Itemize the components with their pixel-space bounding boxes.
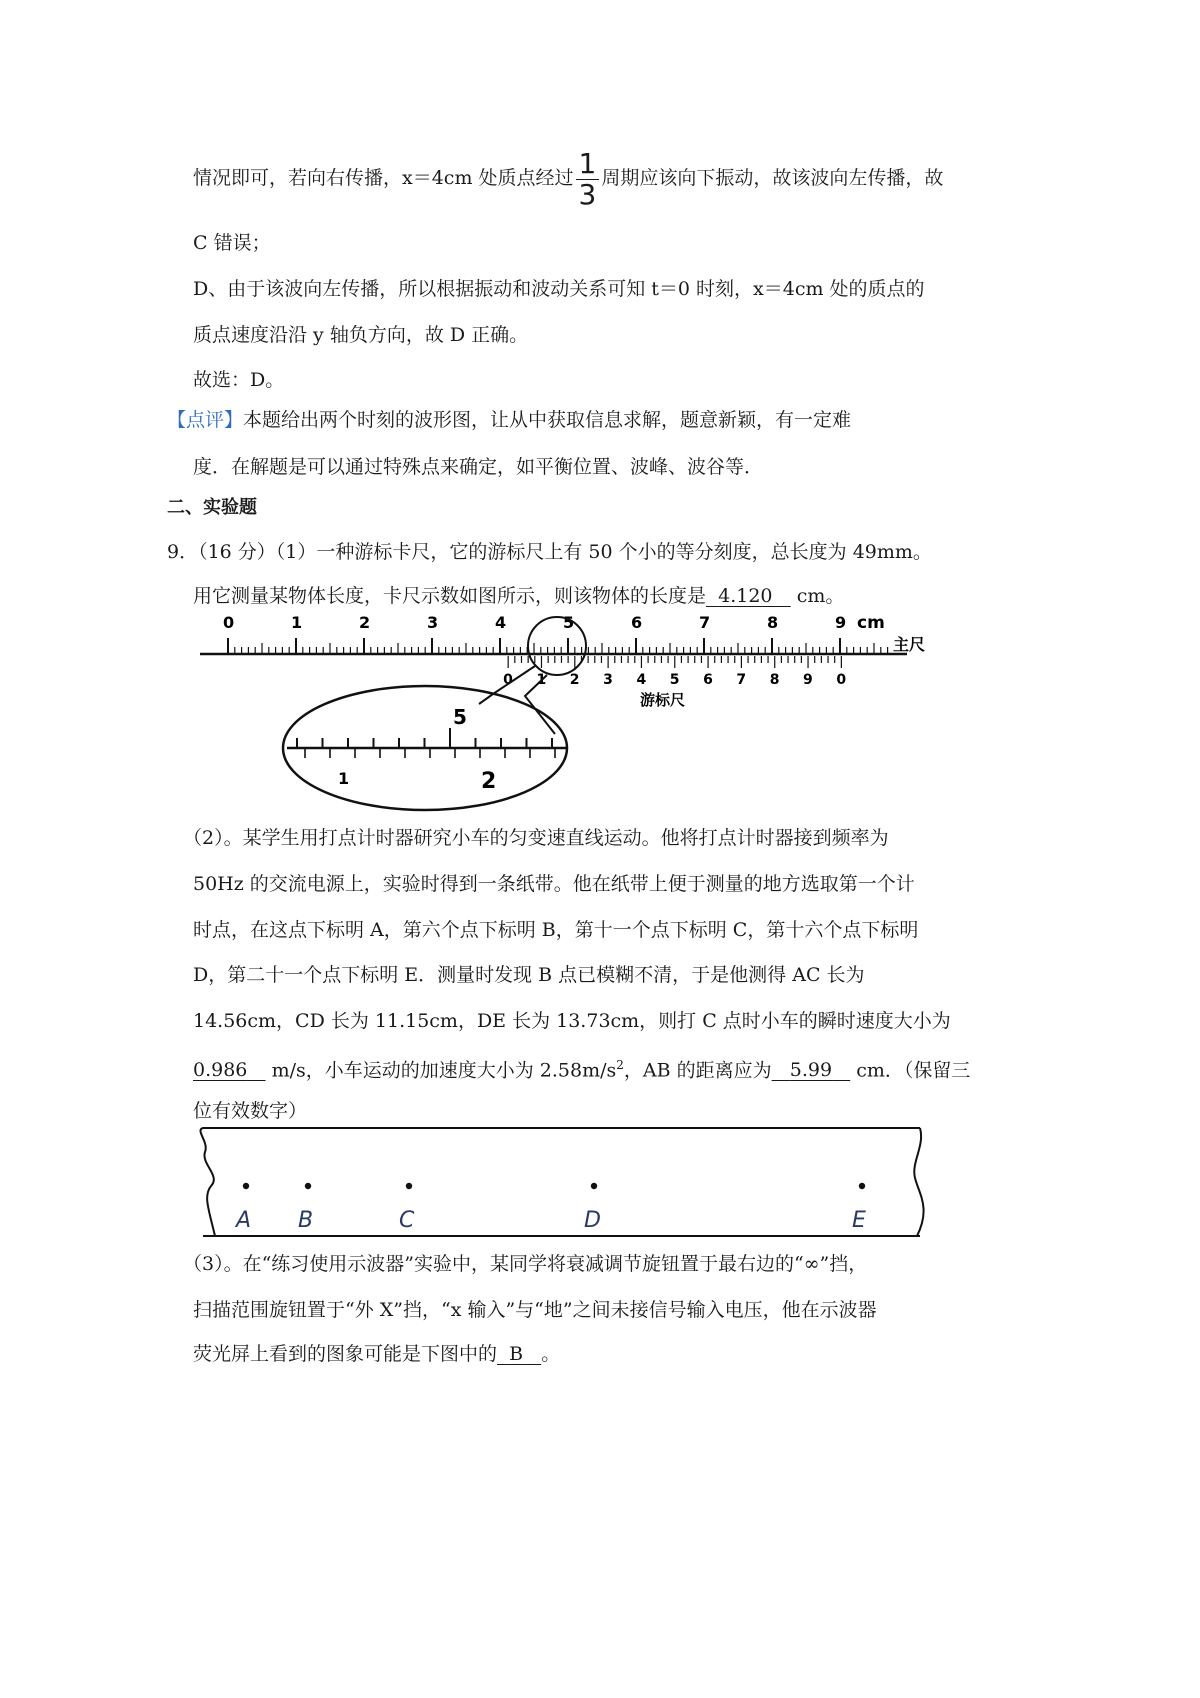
q9-line-1: 9．（16 分）（1）一种游标卡尺，它的游标尺上有 50 个小的等分刻度，总长度为 49mm。	[167, 541, 932, 563]
main-label: 8	[767, 613, 779, 632]
vernier-caliper-figure	[195, 608, 945, 830]
zoom-label-5: 5	[453, 705, 467, 729]
section-title: 二、实验题	[167, 497, 257, 518]
solution-text: 情况即可，若向右传播，x＝4cm 处质点经过	[193, 167, 574, 189]
q9-2-line-6	[193, 1053, 970, 1082]
superscript: 2	[616, 1058, 624, 1072]
tape-right-tear	[914, 1128, 923, 1236]
q9-2-text: m/s，小车运动的加速度大小为 2.58m/s	[271, 1059, 617, 1082]
tape-dot	[243, 1183, 249, 1189]
q9-3-line-1: （3）。在“练习使用示波器”实验中，某同学将衰减调节旋钮置于最右边的“∞”挡，	[183, 1253, 868, 1275]
vernier-label: 8	[769, 672, 780, 688]
vernier-label: 3	[603, 672, 613, 688]
zoom-label-1: 1	[338, 769, 350, 788]
q9-3-text: 荧光屏上看到的图象可能是下图中的	[193, 1343, 498, 1365]
answer-value: B	[509, 1343, 524, 1365]
zoom-ticks	[297, 728, 555, 758]
answer-value: 4.120	[718, 585, 773, 607]
paper-tape-figure	[195, 1120, 935, 1246]
fraction	[576, 146, 600, 211]
vernier-label: 2	[569, 672, 580, 688]
q9-2-line-7: 位有效数字）	[193, 1100, 308, 1122]
solution-line-4: 质点速度沿沿 y 轴负方向，故 D 正确。	[193, 324, 529, 346]
main-label: 3	[427, 613, 439, 632]
vernier-label: 9	[803, 672, 813, 688]
review-tag: 【点评】	[167, 409, 244, 431]
q9-2-line-2: 50Hz 的交流电源上，实验时得到一条纸带。他在纸带上便于测量的地方选取第一个计	[193, 873, 915, 895]
vernier-label: 6	[703, 672, 713, 688]
tape-dot	[591, 1183, 597, 1189]
tape-dot-label: E	[852, 1208, 866, 1233]
vernier-scale-ticks	[508, 656, 841, 668]
q9-3-text: 。	[541, 1343, 561, 1365]
tape-dot-label: C	[399, 1208, 415, 1233]
answer-blank-ab	[772, 1058, 851, 1082]
q9-2-text: cm．（保留三	[856, 1059, 971, 1082]
main-unit-label: cm	[857, 613, 885, 633]
vernier-label: 7	[736, 672, 747, 688]
q9-3-line-2: 扫描范围旋钮置于“外 X”挡，“x 输入”与“地”之间未接信号输入电压，他在示波器	[193, 1299, 877, 1321]
tape-dot-label: A	[236, 1208, 252, 1233]
q9-2-line-3: 时点，在这点下标明 A，第六个点下标明 B，第十一个点下标明 C，第十六个点下标明	[193, 919, 919, 941]
main-label: 6	[631, 613, 643, 632]
main-label: 4	[495, 613, 507, 632]
q9-2-line-4: D，第二十一个点下标明 E．测量时发现 B 点已模糊不清，于是他测得 AC 长为	[193, 964, 865, 986]
answer-blank-1	[706, 584, 791, 608]
tape-dot	[305, 1183, 311, 1189]
zoom-label-2: 2	[481, 769, 497, 794]
vernier-label: 4	[636, 672, 647, 688]
tape-dot	[859, 1183, 865, 1189]
main-scale-name: 主尺	[893, 635, 926, 654]
main-label: 9	[835, 613, 847, 632]
tape-dot	[406, 1183, 412, 1189]
main-label: 7	[699, 613, 711, 632]
review-line-2: 度．在解题是可以通过特殊点来确定，如平衡位置、波峰、波谷等．	[193, 456, 764, 478]
q9-3-line-3	[193, 1342, 560, 1366]
solution-line-1	[193, 148, 943, 210]
solution-line-2: C 错误；	[193, 232, 271, 254]
q9-text: 用它测量某物体长度，卡尺示数如图所示，则该物体的长度是	[193, 585, 707, 607]
answer-value: 5.99	[789, 1059, 833, 1082]
tape-dot-label: B	[298, 1208, 314, 1233]
answer-value: 0.986	[193, 1059, 248, 1082]
q9-2-line-1: （2）。某学生用打点计时器研究小车的匀变速直线运动。他将打点计时器接到频率为	[183, 827, 889, 849]
review-line-1	[167, 408, 851, 432]
q9-2-line-5: 14.56cm，CD 长为 11.15cm，DE 长为 13.73cm，则打 C 点时小车的瞬时速度大小为	[193, 1010, 951, 1032]
tape-dots	[234, 1183, 866, 1233]
answer-blank-3	[497, 1342, 541, 1366]
vernier-label: 1	[536, 672, 547, 688]
solution-text: 周期应该向下振动，故该波向左传播，故	[601, 167, 944, 189]
vernier-label: 5	[669, 672, 680, 688]
vernier-scale-name: 游标尺	[640, 691, 686, 709]
q9-2-text: ，AB 的距离应为	[623, 1059, 772, 1082]
main-scale-ticks	[228, 638, 888, 654]
tape-dot-label: D	[584, 1208, 601, 1233]
vernier-label: 0	[836, 672, 847, 688]
main-label: 1	[291, 613, 303, 632]
tape-left-tear	[200, 1128, 215, 1236]
main-label: 2	[359, 613, 371, 632]
main-label: 5	[563, 613, 575, 632]
magnifier-circle	[528, 617, 586, 675]
q9-text: cm。	[796, 585, 845, 607]
solution-line-5: 故选：D。	[193, 369, 285, 391]
fraction-denominator: 3	[578, 177, 597, 211]
fraction-numerator: 1	[576, 149, 600, 180]
main-label: 0	[223, 613, 235, 632]
vernier-label: 0	[503, 672, 513, 688]
solution-line-3: D、由于该波向左传播，所以根据振动和波动关系可知 t＝0 时刻，x＝4cm 处的质点的	[193, 278, 925, 300]
review-text: 本题给出两个时刻的波形图，让从中获取信息求解，题意新颖，有一定难	[243, 409, 852, 431]
q9-line-2	[193, 584, 844, 608]
answer-blank-velocity	[193, 1058, 266, 1082]
